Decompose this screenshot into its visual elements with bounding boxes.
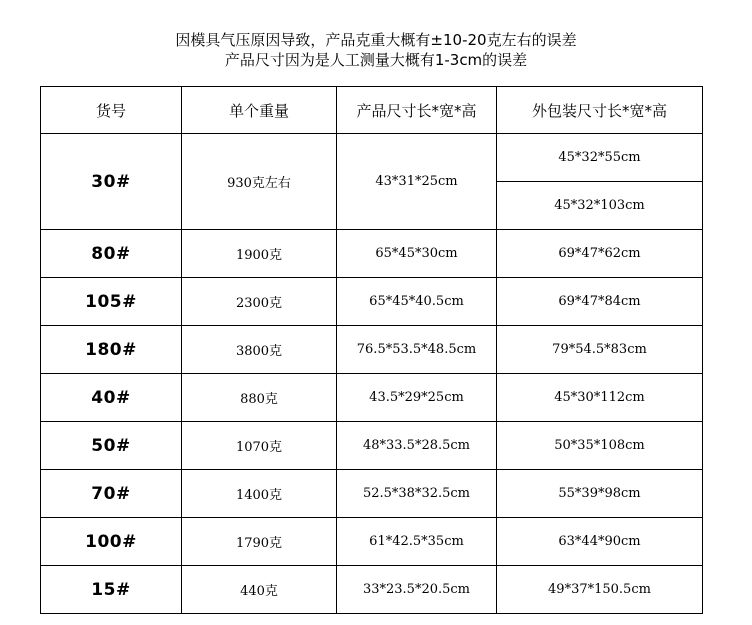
sku-cell: 180# [41,326,182,374]
weight-cell: 440克 [182,566,337,614]
package-size-cell: 69*47*84cm [497,278,703,326]
product-size-cell: 33*23.5*20.5cm [337,566,497,614]
table-row [41,470,703,518]
header-sku: 货号 [41,87,182,134]
table-row [41,326,703,374]
sku-cell: 100# [41,518,182,566]
table-row [41,374,703,422]
header-package-size: 外包装尺寸长*宽*高 [497,87,703,134]
table-row [41,566,703,614]
weight-cell: 2300克 [182,278,337,326]
sku-cell: 15# [41,566,182,614]
product-size-cell: 52.5*38*32.5cm [337,470,497,518]
package-size-cell: 69*47*62cm [497,230,703,278]
table-row [41,422,703,470]
sku-cell: 105# [41,278,182,326]
table-row [41,230,703,278]
weight-cell: 1070克 [182,422,337,470]
package-size-cell: 79*54.5*83cm [497,326,703,374]
product-size-cell: 76.5*53.5*48.5cm [337,326,497,374]
weight-cell: 3800克 [182,326,337,374]
product-size-cell: 65*45*40.5cm [337,278,497,326]
table-row [41,278,703,326]
package-size-cell: 50*35*108cm [497,422,703,470]
weight-cell: 1400克 [182,470,337,518]
sku-cell: 50# [41,422,182,470]
weight-tolerance-note: 因模具气压原因导致，产品克重大概有±10-20克左右的误差 [175,31,577,49]
sku-cell: 80# [41,230,182,278]
sku-cell: 70# [41,470,182,518]
size-tolerance-note: 产品尺寸因为是人工测量大概有1-3cm的误差 [224,51,528,69]
package-size-cell: 55*39*98cm [497,470,703,518]
spec-table [40,86,703,614]
package-size-cell: 45*32*55cm [497,134,703,182]
package-size-cell: 45*30*112cm [497,374,703,422]
sku-cell: 30# [41,134,182,230]
product-size-cell: 43.5*29*25cm [337,374,497,422]
product-size-cell: 61*42.5*35cm [337,518,497,566]
header-product-size: 产品尺寸长*宽*高 [337,87,497,134]
weight-cell: 1900克 [182,230,337,278]
product-size-cell: 43*31*25cm [337,134,497,230]
product-size-cell: 65*45*30cm [337,230,497,278]
package-size-cell: 49*37*150.5cm [497,566,703,614]
sku-cell: 40# [41,374,182,422]
package-size-cell: 45*32*103cm [497,182,703,230]
weight-cell: 880克 [182,374,337,422]
table-header-row [41,87,703,134]
table-row [41,518,703,566]
package-size-cell: 63*44*90cm [497,518,703,566]
header-weight: 单个重量 [182,87,337,134]
table-row [41,134,703,182]
weight-cell: 930克左右 [182,134,337,230]
weight-cell: 1790克 [182,518,337,566]
product-size-cell: 48*33.5*28.5cm [337,422,497,470]
